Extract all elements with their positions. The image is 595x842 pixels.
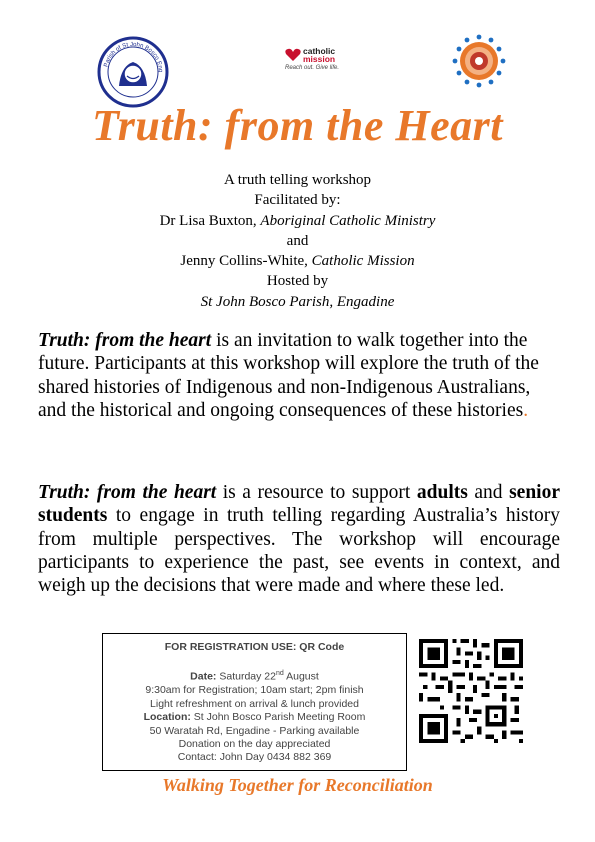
catholic-mission-logo <box>283 45 355 79</box>
parish-logo <box>97 36 169 108</box>
aboriginal-ministry-logo <box>452 34 506 88</box>
registration-header: FOR REGISTRATION USE: QR Code <box>164 641 345 653</box>
facilitator-2: Jenny Collins-White, Catholic Mission <box>180 253 415 270</box>
donation-note: Donation on the day appreciated <box>178 737 331 750</box>
event-date: Date: Saturday 22nd August <box>190 670 319 683</box>
refreshment-note: Light refreshment on arrival & lunch provided <box>150 697 359 710</box>
facilitator-1: Dr Lisa Buxton, Aboriginal Catholic Ministry <box>159 212 436 229</box>
event-times: 9:30am for Registration; 10am start; 2pm finish <box>145 684 364 697</box>
registration-qr-code[interactable] <box>419 639 523 743</box>
resource-paragraph: Truth: from the heart is a resource to support adults and senior students to engage in truth telling regarding Australia’s history from multiple perspectives. The workshop will encourage participants to experience the past, see events in context, and weigh up the decisions that were made and where these led. <box>38 482 561 597</box>
event-location: Location: St John Bosco Parish Meeting Room <box>143 711 366 724</box>
cm-line2: mission <box>303 54 336 64</box>
hosted-label: Hosted by <box>266 273 329 290</box>
cm-line1: catholic <box>303 46 336 56</box>
footer-tagline: Walking Together for Reconciliation <box>162 775 433 795</box>
facilitated-label: Facilitated by: <box>254 192 341 209</box>
heart-icon <box>285 48 301 62</box>
host: St John Bosco Parish, Engadine <box>200 293 395 310</box>
logo-header <box>0 0 595 100</box>
workshop-type: A truth telling workshop <box>223 172 372 188</box>
parish-logo-text: Parish of St John Bosco Eng <box>103 41 164 73</box>
page-title: Truth: from the Heart <box>91 101 503 150</box>
contact-info: Contact: John Day 0434 882 369 <box>177 751 332 764</box>
registration-box <box>102 633 407 771</box>
event-address: 50 Waratah Rd, Engadine - Parking available <box>149 724 360 737</box>
cm-tagline: Reach out. Give life. <box>285 65 340 71</box>
intro-paragraph: Truth: from the heart is an invitation to walk together into the future. Participants at this workshop will explore the truth of the shared histories of Indigenous and non-Indigenous Australians, and the historical and ongoing consequences of these histories. <box>38 330 539 421</box>
workshop-details <box>0 170 595 312</box>
and-label: and <box>286 232 309 249</box>
